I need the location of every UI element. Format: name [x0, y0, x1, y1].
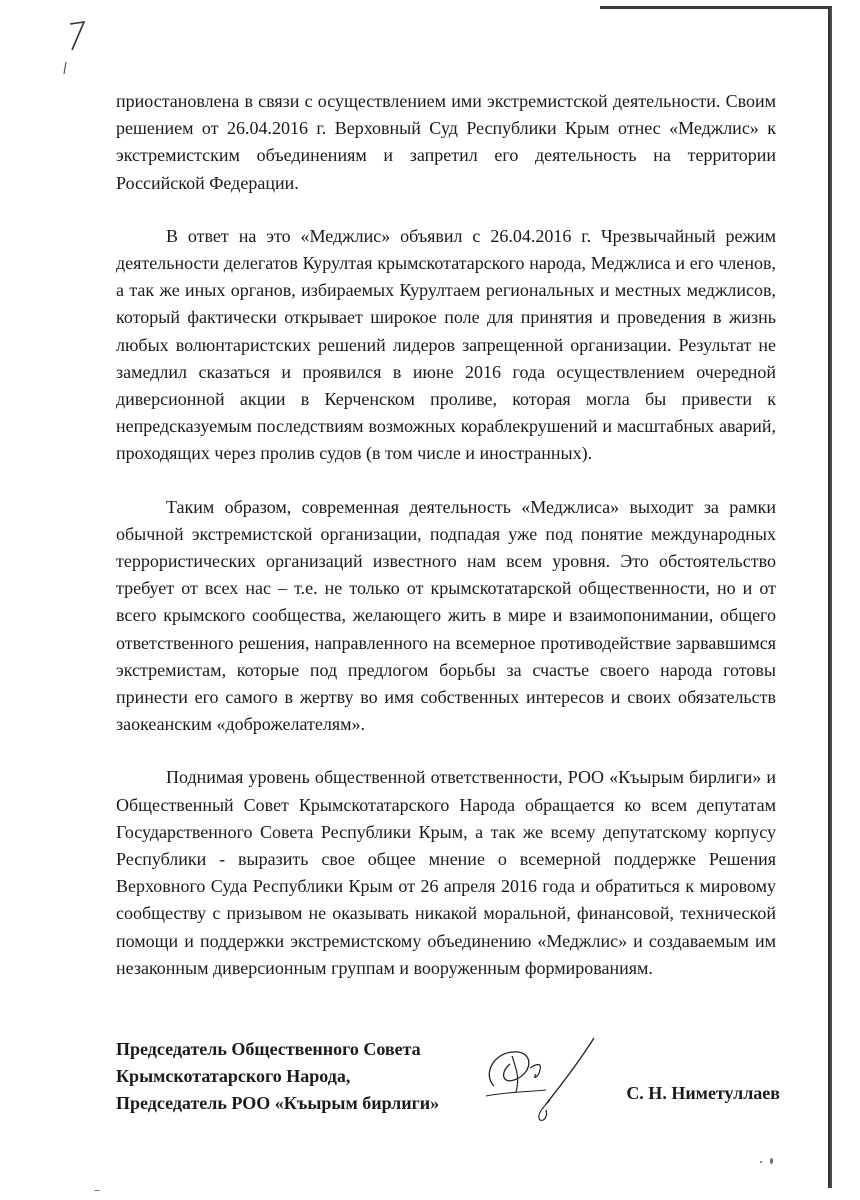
paragraph-1: приостановлена в связи с осуществлением ими экстремистской деятельности. Своим решением от 26.04.2016 г. Верховный Суд Республики Крым отнес «Меджлис» к экстремистским объединениям и запретил его деятельность на территории Российской Федерации.	[116, 91, 776, 193]
handwritten-signature	[476, 1034, 606, 1124]
signer-name: С. Н. Ниметуллаев	[626, 1083, 780, 1103]
signer-title-line-3: Председатель РОО «Къырым бирлиги»	[116, 1093, 440, 1113]
scan-edge-right	[828, 8, 832, 1188]
signer-title	[116, 1036, 439, 1117]
paragraph-4: Поднимая уровень общественной ответственности, РОО «Къырым бирлиги» и Общественный Совет Крымскотатарского Народа обращается ко всем депутатам Государственного Совета Республики Крым, а так же всему депутатскому корпусу Республики - выразить свое общее мнение о всемерной поддержке Решения Верховного Суда Республики Крым от 26 апреля 2016 года и обратиться к мировому сообществу с призывом не оказывать никакой моральной, финансовой, технической помощи и поддержки экстремистскому объединению «Меджлис» и создаваемым им незаконным диверсионным группам и вооруженным формированиям.	[116, 767, 776, 978]
corner-pen-mark	[50, 10, 90, 90]
scan-speck	[770, 1158, 773, 1164]
signer-title-line-2: Крымскотатарского Народа,	[116, 1066, 351, 1086]
scan-speck	[760, 1161, 762, 1163]
paragraph-2: В ответ на это «Меджлис» объявил с 26.04.2016 г. Чрезвычайный режим деятельности делегатов Курултая крымскотатарского народа, Меджлиса и его членов, а так же иных органов, избираемых Курултаем региональных и местных меджлисов, который фактически открывает широкое поле для принятия и проведения в жизнь любых волюнтаристских решений лидеров запрещенной организации. Результат не замедлил сказаться и проявился в июне 2016 года осуществлением очередной диверсионной акции в Керченском проливе, которая могла бы привести к непредсказуемым последствиям возможных кораблекрушений и масштабных аварий, проходящих через пролив судов (в том числе и иностранных).	[116, 225, 776, 464]
scan-speck	[94, 1190, 100, 1191]
signature-block	[116, 1036, 780, 1116]
scan-edge-top	[600, 6, 832, 9]
paragraph-3: Таким образом, современная деятельность «Меджлиса» выходит за рамки обычной экстремистской организации, подпадая уже под понятие международных террористических организаций известного нам всем уровня. Это обстоятельство требует от всех нас – т.е. не только от крымскотатарской общественности, но и от всего крымского сообщества, желающего жить в мире и взаимопонимании, общего ответственного решения, направленного на всемерное противодействие зарвавшимся экстремистам, которые под предлогом борьбы за счастье своего народа готовы принести его самого в жертву во имя собственных интересов и своих обязательств заокеанским «доброжелателям».	[116, 496, 776, 735]
document-body	[116, 88, 776, 1008]
signer-title-line-1: Председатель Общественного Совета	[116, 1039, 421, 1059]
